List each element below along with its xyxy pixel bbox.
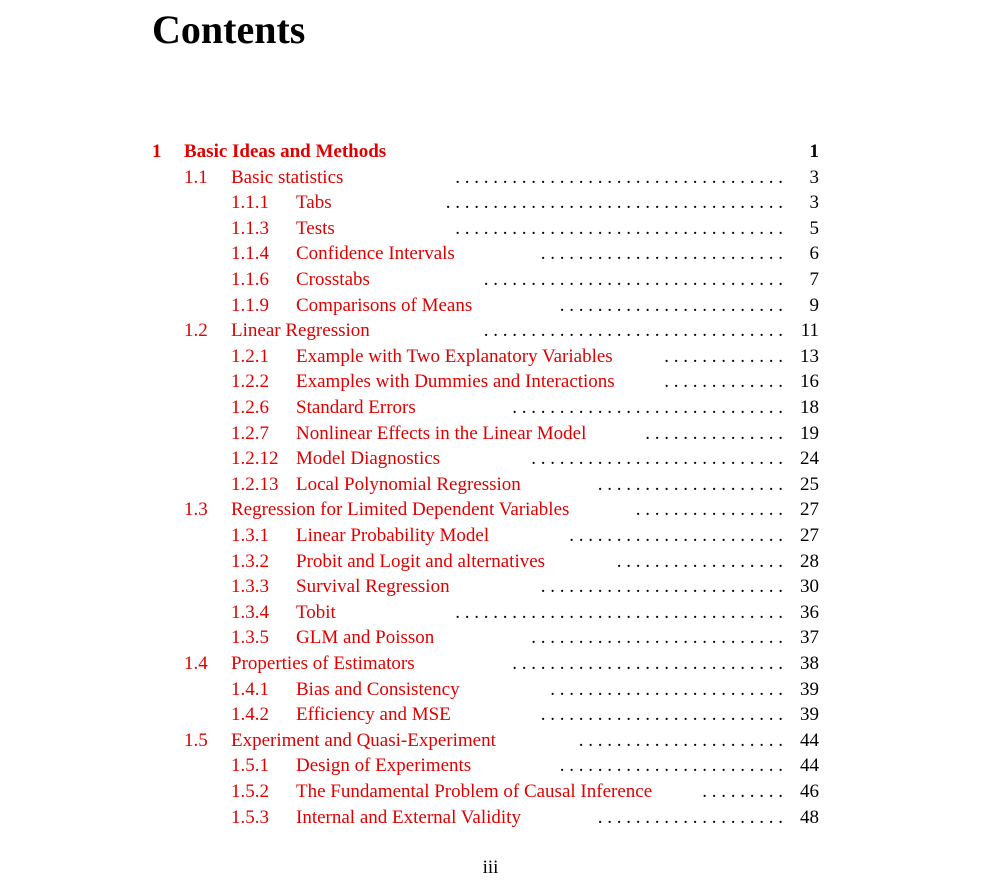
toc-entry-title[interactable]: Model Diagnostics (296, 448, 441, 470)
toc-leader-dots: . . . . . . . . . . . . . . . . . . . . . . . . . . . (531, 627, 783, 649)
toc-entry-number[interactable]: 1.5.1 (231, 755, 269, 777)
toc-entry-number[interactable]: 1.1.9 (231, 294, 269, 316)
toc-entry-title[interactable]: Tabs (296, 192, 332, 214)
toc-entry-page[interactable]: 36 (800, 601, 819, 623)
toc-entry-sub[interactable] (0, 550, 981, 574)
toc-entry-sub[interactable] (0, 191, 981, 215)
toc-entry-title[interactable]: Tobit (296, 601, 336, 623)
toc-entry-section[interactable] (0, 319, 981, 343)
toc-entry-title[interactable]: Efficiency and MSE (296, 704, 451, 726)
toc-entry-sub[interactable] (0, 447, 981, 471)
toc-entry-page[interactable]: 13 (800, 345, 819, 367)
toc-entry-page[interactable]: 44 (800, 755, 819, 777)
toc-entry-title[interactable]: Linear Regression (231, 320, 370, 342)
toc-entry-number[interactable]: 1.2 (184, 320, 208, 342)
toc-entry-sub[interactable] (0, 370, 981, 394)
toc-entry-sub[interactable] (0, 396, 981, 420)
toc-entry-page[interactable]: 37 (800, 627, 819, 649)
toc-entry-page[interactable]: 27 (800, 499, 819, 521)
toc-entry-title[interactable]: The Fundamental Problem of Causal Inference (296, 781, 653, 802)
toc-entry-page[interactable]: 48 (800, 806, 819, 828)
toc-entry-section[interactable] (0, 166, 981, 190)
toc-leader-dots: . . . . . . . . . . . . . . . . . . . . . . . . . . (540, 576, 783, 598)
toc-entry-number[interactable]: 1.1 (184, 166, 208, 188)
toc-entry-number[interactable]: 1.5.3 (231, 806, 269, 828)
toc-leader-dots: . . . . . . . . . . . . . (664, 345, 783, 367)
toc-leader-dots: . . . . . . . . . . . . . . . . . . . . . . . . . . . . . . . . . . . . (445, 192, 783, 214)
toc-entry-number[interactable]: 1.3.2 (231, 550, 269, 572)
toc-entry-number[interactable]: 1.2.12 (231, 448, 279, 470)
page-title: Contents (152, 7, 306, 52)
toc-entry-page[interactable]: 6 (809, 243, 819, 265)
toc-entry-sub[interactable] (0, 754, 981, 778)
toc-entry-page[interactable]: 19 (800, 422, 819, 444)
toc-entry-number[interactable]: 1.2.13 (231, 473, 279, 495)
toc-entry-title[interactable]: Tests (296, 217, 335, 239)
toc-entry-number[interactable]: 1.2.2 (231, 371, 269, 393)
toc-entry-sub[interactable] (0, 780, 981, 804)
toc-leader-dots: . . . . . . . . . . . . . . . . . . . . . . (578, 729, 783, 751)
toc-leader-dots: . . . . . . . . . (702, 781, 783, 802)
toc-entry-sub[interactable] (0, 678, 981, 702)
toc-entry-number[interactable]: 1.4 (184, 653, 208, 674)
toc-leader-dots: . . . . . . . . . . . . . . . . . . . . . . . . . . . (531, 448, 783, 470)
toc-entry-page[interactable]: 39 (800, 704, 819, 726)
toc-leader-dots: . . . . . . . . . . . . . . . . . . . . (597, 473, 783, 495)
toc-entry-section[interactable] (0, 652, 981, 676)
toc-leader-dots: . . . . . . . . . . . . . . . (645, 422, 783, 444)
toc-entry-number[interactable]: 1.1.6 (231, 269, 269, 290)
toc-entry-title[interactable]: Probit and Logit and alternatives (296, 550, 546, 572)
toc-entry-number[interactable]: 1.4.2 (231, 704, 269, 726)
toc-entry-number[interactable]: 1 (152, 141, 162, 162)
toc-entry-sub[interactable] (0, 524, 981, 548)
toc-entry-title[interactable]: Survival Regression (296, 576, 450, 598)
toc-entry-page[interactable]: 1 (809, 141, 819, 162)
toc-leader-dots: . . . . . . . . . . . . . . . . . . . . . . . . . . . . . . . . (483, 320, 783, 342)
page-number-footer: iii (482, 857, 499, 878)
toc-entry-title[interactable]: Regression for Limited Dependent Variables (231, 499, 570, 521)
toc-entry-title[interactable]: Linear Probability Model (296, 525, 490, 546)
toc-entry-number[interactable]: 1.3 (184, 499, 208, 521)
toc-leader-dots: . . . . . . . . . . . . . . . . . . . . . . . . . . . . . (512, 653, 783, 674)
toc-entry-page[interactable]: 18 (800, 397, 819, 418)
toc-leader-dots: . . . . . . . . . . . . . . . . . . . . . . . . . . . . . (512, 397, 783, 418)
toc-entry-section[interactable] (0, 729, 981, 753)
toc-entry-section[interactable] (0, 498, 981, 522)
toc-entry-number[interactable]: 1.3.5 (231, 627, 269, 649)
toc-entry-page[interactable]: 27 (800, 525, 819, 546)
toc-leader-dots: . . . . . . . . . . . . . . . . . . . . . . . . . . . . . . . . . . . (455, 166, 783, 188)
toc-entry-number[interactable]: 1.5 (184, 729, 208, 751)
toc-entry-title[interactable]: Design of Experiments (296, 755, 472, 777)
toc-entry-sub[interactable] (0, 422, 981, 446)
toc-entry-title[interactable]: Examples with Dummies and Interactions (296, 371, 615, 393)
toc-entry-page[interactable]: 24 (800, 448, 819, 470)
toc-entry-sub[interactable] (0, 242, 981, 266)
toc-entry-number[interactable]: 1.2.7 (231, 422, 269, 444)
toc-entry-title[interactable]: Internal and External Validity (296, 806, 521, 828)
toc-entry-page[interactable]: 38 (800, 653, 819, 674)
toc-entry-sub[interactable] (0, 268, 981, 292)
toc-entry-page[interactable]: 39 (800, 678, 819, 700)
toc-entry-page[interactable]: 7 (809, 269, 819, 290)
toc-leader-dots: . . . . . . . . . . . . . . . . . . . . . . . (569, 525, 783, 546)
toc-entry-page[interactable]: 46 (800, 781, 819, 802)
toc-entry-sub[interactable] (0, 575, 981, 599)
toc-leader-dots: . . . . . . . . . . . . . . . . . . (616, 550, 783, 572)
toc-entry-title[interactable]: Comparisons of Means (296, 294, 473, 316)
toc-leader-dots: . . . . . . . . . . . . . . . . . . . . . . . . (559, 294, 783, 316)
toc-leader-dots: . . . . . . . . . . . . . . . . . . . . . . . . . . . . . . . . (483, 269, 783, 290)
toc-entry-title[interactable]: GLM and Poisson (296, 627, 435, 649)
toc-leader-dots: . . . . . . . . . . . . . . . . . . . . (597, 806, 783, 828)
toc-entry-sub[interactable] (0, 601, 981, 625)
toc-entry-number[interactable]: 1.2.1 (231, 345, 269, 367)
toc-entry-title[interactable]: Crosstabs (296, 269, 370, 290)
toc-entry-page[interactable]: 28 (800, 550, 819, 572)
toc-entry-page[interactable]: 5 (809, 217, 819, 239)
toc-entry-number[interactable]: 1.1.1 (231, 192, 269, 214)
toc-entry-number[interactable]: 1.3.4 (231, 601, 269, 623)
toc-entry-page[interactable]: 44 (800, 729, 819, 751)
toc-leader-dots: . . . . . . . . . . . . . . . . . . . . . . . . . . . . . . . . . . . (455, 601, 783, 623)
toc-entry-number[interactable]: 1.1.3 (231, 217, 269, 239)
toc-entry-page[interactable]: 11 (800, 320, 819, 342)
toc-entry-page[interactable]: 3 (809, 166, 819, 188)
toc-leader-dots: . . . . . . . . . . . . . . . . . . . . . . . . . . . . . . . . . . . (455, 217, 783, 239)
toc-entry-title[interactable]: Bias and Consistency (296, 678, 460, 700)
toc-entry-page[interactable]: 9 (809, 294, 819, 316)
toc-entry-number[interactable]: 1.3.1 (231, 525, 269, 546)
toc-entry-page[interactable]: 3 (809, 192, 819, 214)
toc-leader-dots: . . . . . . . . . . . . . . . . . . . . . . . . . . (540, 704, 783, 726)
toc-entry-title[interactable]: Experiment and Quasi-Experiment (231, 729, 496, 751)
toc-entry-title[interactable]: Confidence Intervals (296, 243, 455, 265)
toc-leader-dots: . . . . . . . . . . . . . . . . . . . . . . . . . . (540, 243, 783, 265)
toc-entry-number[interactable]: 1.1.4 (231, 243, 269, 265)
toc-entry-number[interactable]: 1.2.6 (231, 397, 269, 418)
toc-entry-title[interactable]: Properties of Estimators (231, 653, 415, 674)
toc-entry-page[interactable]: 30 (800, 576, 819, 598)
toc-entry-sub[interactable] (0, 473, 981, 497)
toc-entry-sub[interactable] (0, 626, 981, 650)
toc-entry-title[interactable]: Standard Errors (296, 397, 416, 418)
toc-entry-number[interactable]: 1.3.3 (231, 576, 269, 598)
toc-entry-page[interactable]: 16 (800, 371, 819, 393)
toc-leader-dots: . . . . . . . . . . . . . (664, 371, 783, 393)
toc-entry-title[interactable]: Example with Two Explanatory Variables (296, 345, 613, 367)
toc-leader-dots: . . . . . . . . . . . . . . . . (635, 499, 783, 521)
toc-entry-title[interactable]: Nonlinear Effects in the Linear Model (296, 422, 587, 444)
toc-entry-title[interactable]: Local Polynomial Regression (296, 473, 521, 495)
toc-entry-sub[interactable] (0, 345, 981, 369)
toc-entry-chapter[interactable] (0, 140, 981, 164)
toc-entry-sub[interactable] (0, 703, 981, 727)
toc-entry-sub[interactable] (0, 217, 981, 241)
toc-entry-number[interactable]: 1.5.2 (231, 781, 269, 802)
toc-entry-page[interactable]: 25 (800, 473, 819, 495)
toc-entry-title[interactable]: Basic Ideas and Methods (184, 141, 387, 162)
toc-entry-sub[interactable] (0, 806, 981, 830)
toc-entry-number[interactable]: 1.4.1 (231, 678, 269, 700)
toc-leader-dots: . . . . . . . . . . . . . . . . . . . . . . . . . (550, 678, 783, 700)
toc-leader-dots: . . . . . . . . . . . . . . . . . . . . . . . . (559, 755, 783, 777)
toc-entry-sub[interactable] (0, 294, 981, 318)
toc-entry-title[interactable]: Basic statistics (231, 166, 344, 188)
